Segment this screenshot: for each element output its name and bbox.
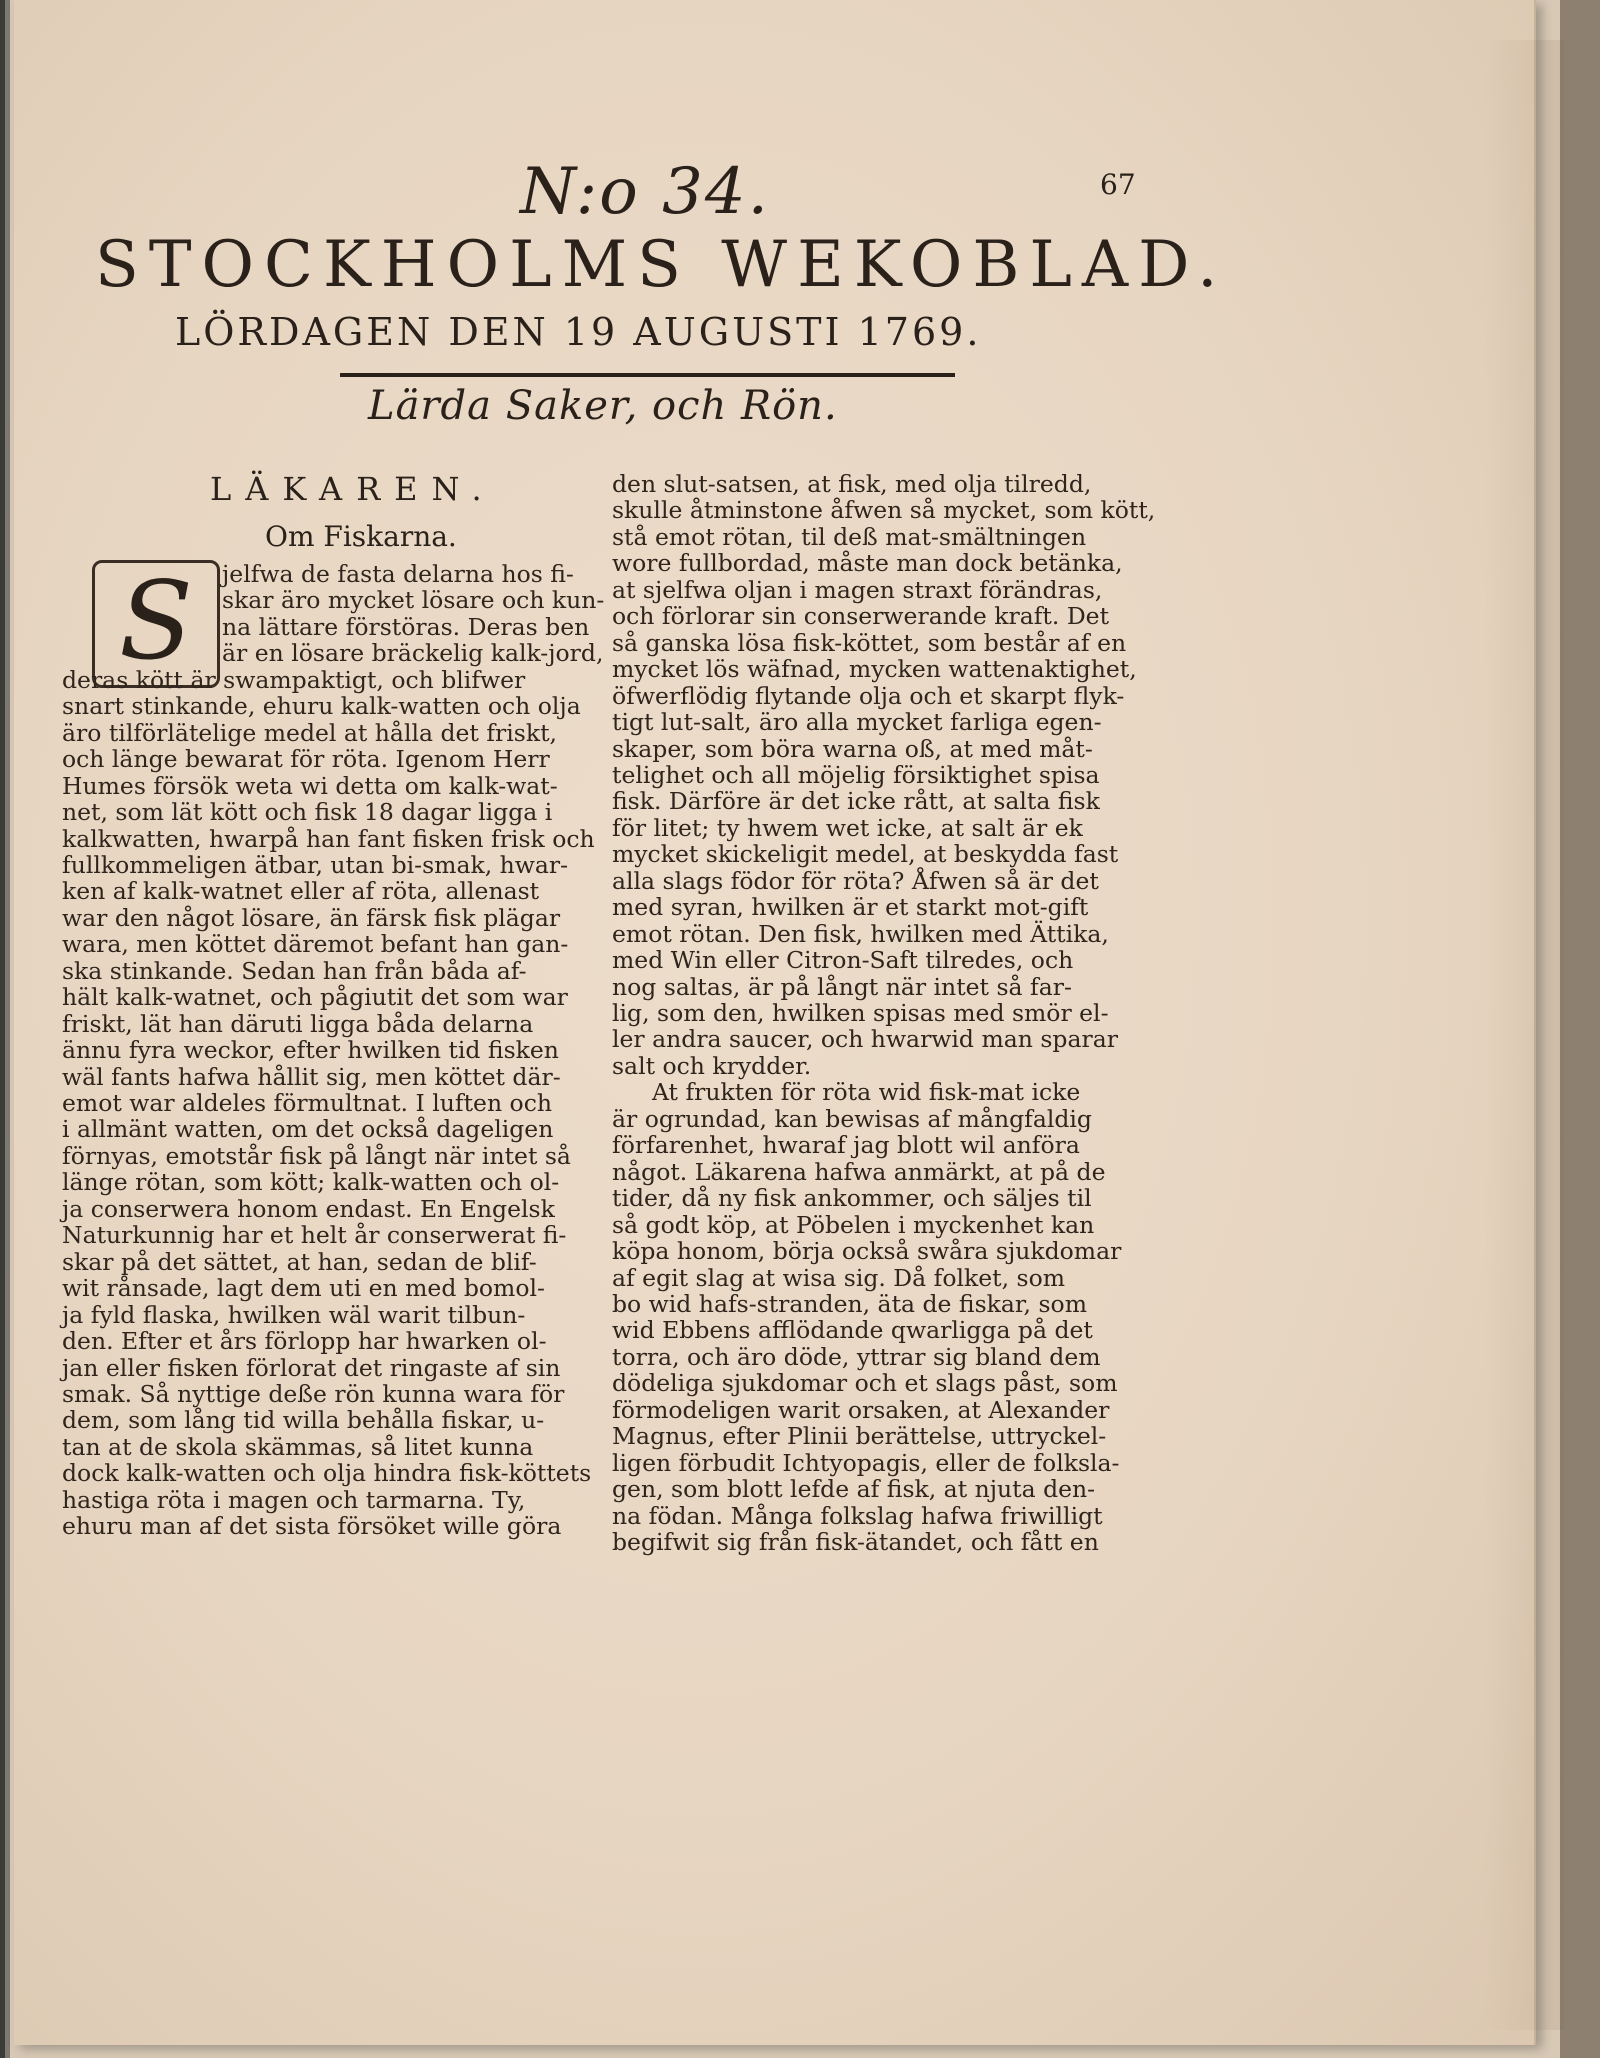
text-line: emot war aldeles förmultnat. I luften och [62, 1089, 553, 1117]
text-line: wäl fants hafwa hållit sig, men köttet där- [62, 1062, 561, 1091]
text-line: emot rötan. Den fisk, hwilken med Ättika, [612, 919, 1109, 948]
text-line: förnyas, emotstår fisk på långt när intet så [62, 1141, 571, 1170]
text-line: ja fyld flaska, hwilken wäl warit tilbun- [62, 1300, 526, 1329]
text-line: i allmänt watten, om det också dageligen [62, 1115, 554, 1144]
article-subtitle: Om Fiskarna. [265, 520, 457, 553]
text-line: dödeliga sjukdomar och et slags påst, som [612, 1369, 1118, 1398]
text-line: skar äro mycket lösare och kun- [222, 586, 605, 615]
text-line: At frukten för röta wid fisk-mat icke [652, 1078, 1081, 1107]
text-line: friskt, lät han däruti ligga båda delarna [62, 1009, 534, 1038]
text-line: snart stinkande, ehuru kalk-watten och olja [62, 692, 581, 721]
text-line: hält kalk-watnet, och pågiutit det som war [62, 983, 568, 1012]
text-line: är ogrundad, kan bewisas af mångfaldig [612, 1104, 1092, 1133]
text-line: smak. Så nyttige deße rön kunna wara för [62, 1379, 565, 1408]
text-line: jelfwa de fasta delarna hos fi- [222, 560, 574, 588]
masthead: STOCKHOLMS WEKOBLAD. [95, 228, 1228, 302]
text-line: tider, då ny fisk ankommer, och säljes til [612, 1184, 1092, 1213]
text-line: salt och krydder. [612, 1051, 812, 1080]
text-line: förfarenhet, hwaraf jag blott wil anföra [612, 1131, 1080, 1160]
text-line: skaper, som böra warna oß, at med måt- [612, 734, 1093, 763]
text-line: och länge bewarat för röta. Igenom Herr [62, 745, 550, 774]
text-line: kalkwatten, hwarpå han fant fisken frisk och [62, 824, 595, 853]
text-line: alla slags födor för röta? Åfwen så är det [612, 866, 1099, 895]
text-line: Naturkunnig har et helt år conserwerat fi- [62, 1221, 567, 1250]
text-line: wara, men köttet däremot befant han gan- [62, 930, 569, 959]
text-line: stå emot rötan, til deß mat-smältningen [612, 522, 1087, 551]
text-line: något. Läkarena hafwa anmärkt, at på de [612, 1157, 1106, 1186]
text-line: ännu fyra weckor, efter hwilken tid fisken [62, 1036, 559, 1065]
text-line: wit rånsade, lagt dem uti en med bomol- [62, 1274, 545, 1303]
scan-edge [0, 0, 10, 2058]
text-line: förmodeligen warit orsaken, at Alexander [612, 1395, 1110, 1424]
text-line: länge rötan, som kött; kalk-watten och ol- [62, 1168, 560, 1197]
text-line: nog saltas, är på långt när intet så far- [612, 972, 1072, 1001]
section-heading: Lärda Saker, och Rön. [368, 383, 838, 429]
right-column [612, 0, 1156, 2058]
text-line: skulle åtminstone åfwen så mycket, som kött, [612, 496, 1156, 525]
text-line: ler andra saucer, och hwarwid man sparar [612, 1025, 1118, 1054]
text-line: med Win eller Citron-Saft tilredes, och [612, 946, 1074, 975]
text-line: hastiga röta i magen och tarmarna. Ty, [62, 1485, 526, 1514]
text-line: af egit slag at wisa sig. Då folket, som [612, 1263, 1066, 1292]
text-line: Magnus, efter Plinii berättelse, uttryckel- [612, 1422, 1107, 1451]
text-line: wore fullbordad, måste man dock betänka, [612, 549, 1123, 578]
text-line: telighet och all möjelig försiktighet spisa [612, 760, 1100, 789]
text-line: fullkommeligen ätbar, utan bi-smak, hwar- [62, 850, 569, 879]
text-line: torra, och äro döde, yttrar sig bland dem [612, 1342, 1101, 1371]
text-line: så ganska lösa fisk-köttet, som består af en [612, 628, 1127, 657]
text-line: skar på det sättet, at han, sedan de blif- [62, 1247, 537, 1276]
text-line: den. Efter et års förlopp har hwarken ol- [62, 1327, 547, 1356]
text-line: äro tilförlätelige medel at hålla det friskt, [62, 718, 557, 747]
text-line: tigt lut-salt, äro alla mycket farliga egen- [612, 708, 1102, 737]
text-line: mycket skickeligit medel, at beskydda fast [612, 840, 1119, 869]
text-line: för litet; ty hwem wet icke, at salt är ek [612, 813, 1083, 842]
article-title: LÄKAREN. [210, 470, 496, 508]
text-line: lig, som den, hwilken spisas med smör el- [612, 999, 1109, 1027]
text-line: at sjelfwa oljan i magen straxt förändras, [612, 575, 1103, 604]
issue-number: N:o 34. [520, 155, 770, 229]
dateline: LÖRDAGEN DEN 19 AUGUSTI 1769. [175, 310, 982, 354]
text-line: dock kalk-watten och olja hindra fisk-köttets [62, 1459, 592, 1488]
text-line: den slut-satsen, at fisk, med olja tilredd, [612, 470, 1092, 498]
text-line: ehuru man af det sista försöket wille göra [62, 1512, 562, 1541]
page-number: 67 [1100, 168, 1136, 201]
text-line: jan eller fisken förlorat det ringaste af sin [62, 1353, 561, 1382]
text-line: wid Ebbens afflödande qwarligga på det [612, 1316, 1093, 1345]
text-line: ja conserwera honom endast. En Engelsk [62, 1194, 555, 1223]
text-line: begifwit sig från fisk-ätandet, och fått en [612, 1528, 1099, 1556]
text-line: fisk. Därföre är det icke rått, at salta fisk [612, 787, 1100, 816]
text-line: deras kött är swampaktigt, och blifwer [62, 665, 526, 694]
drop-cap: S [92, 560, 220, 688]
text-line: ken af kalk-watnet eller af röta, allenast [62, 877, 540, 906]
text-line: na födan. Många folkslag hafwa friwilligt [612, 1501, 1103, 1530]
text-line: Humes försök weta wi detta om kalk-wat- [62, 771, 558, 800]
text-line: gen, som blott lefde af fisk, at njuta den- [612, 1475, 1096, 1504]
text-line: ligen förbudit Ichtyopagis, eller de folksla- [612, 1448, 1120, 1477]
text-line: war den något lösare, än färsk fisk plägar [62, 903, 561, 932]
page-fold-shadow [1484, 40, 1564, 2030]
text-line: med syran, hwilken är et starkt mot-gift [612, 893, 1089, 922]
text-line: na lättare förstöras. Deras ben [222, 612, 590, 641]
text-line: så godt köp, at Pöbelen i myckenhet kan [612, 1210, 1095, 1239]
text-line: net, som lät kött och fisk 18 dagar ligga i [62, 798, 553, 827]
text-line: köpa honom, börja också swåra sjukdomar [612, 1237, 1122, 1266]
text-line: dem, som lång tid willa behålla fiskar, u- [62, 1406, 545, 1435]
text-line: tan at de skola skämmas, så litet kunna [62, 1432, 534, 1461]
text-line: är en lösare bräckelig kalk-jord, [222, 639, 604, 668]
text-line: mycket lös wäfnad, mycken wattenaktighet, [612, 655, 1137, 684]
text-line: ska stinkande. Sedan han från båda af- [62, 956, 527, 985]
text-line: öfwerflödig flytande olja och et skarpt flyk- [612, 681, 1125, 710]
text-line: bo wid hafs-stranden, äta de fiskar, som [612, 1289, 1087, 1318]
text-line: och förlorar sin conserwerande kraft. Det [612, 602, 1110, 631]
